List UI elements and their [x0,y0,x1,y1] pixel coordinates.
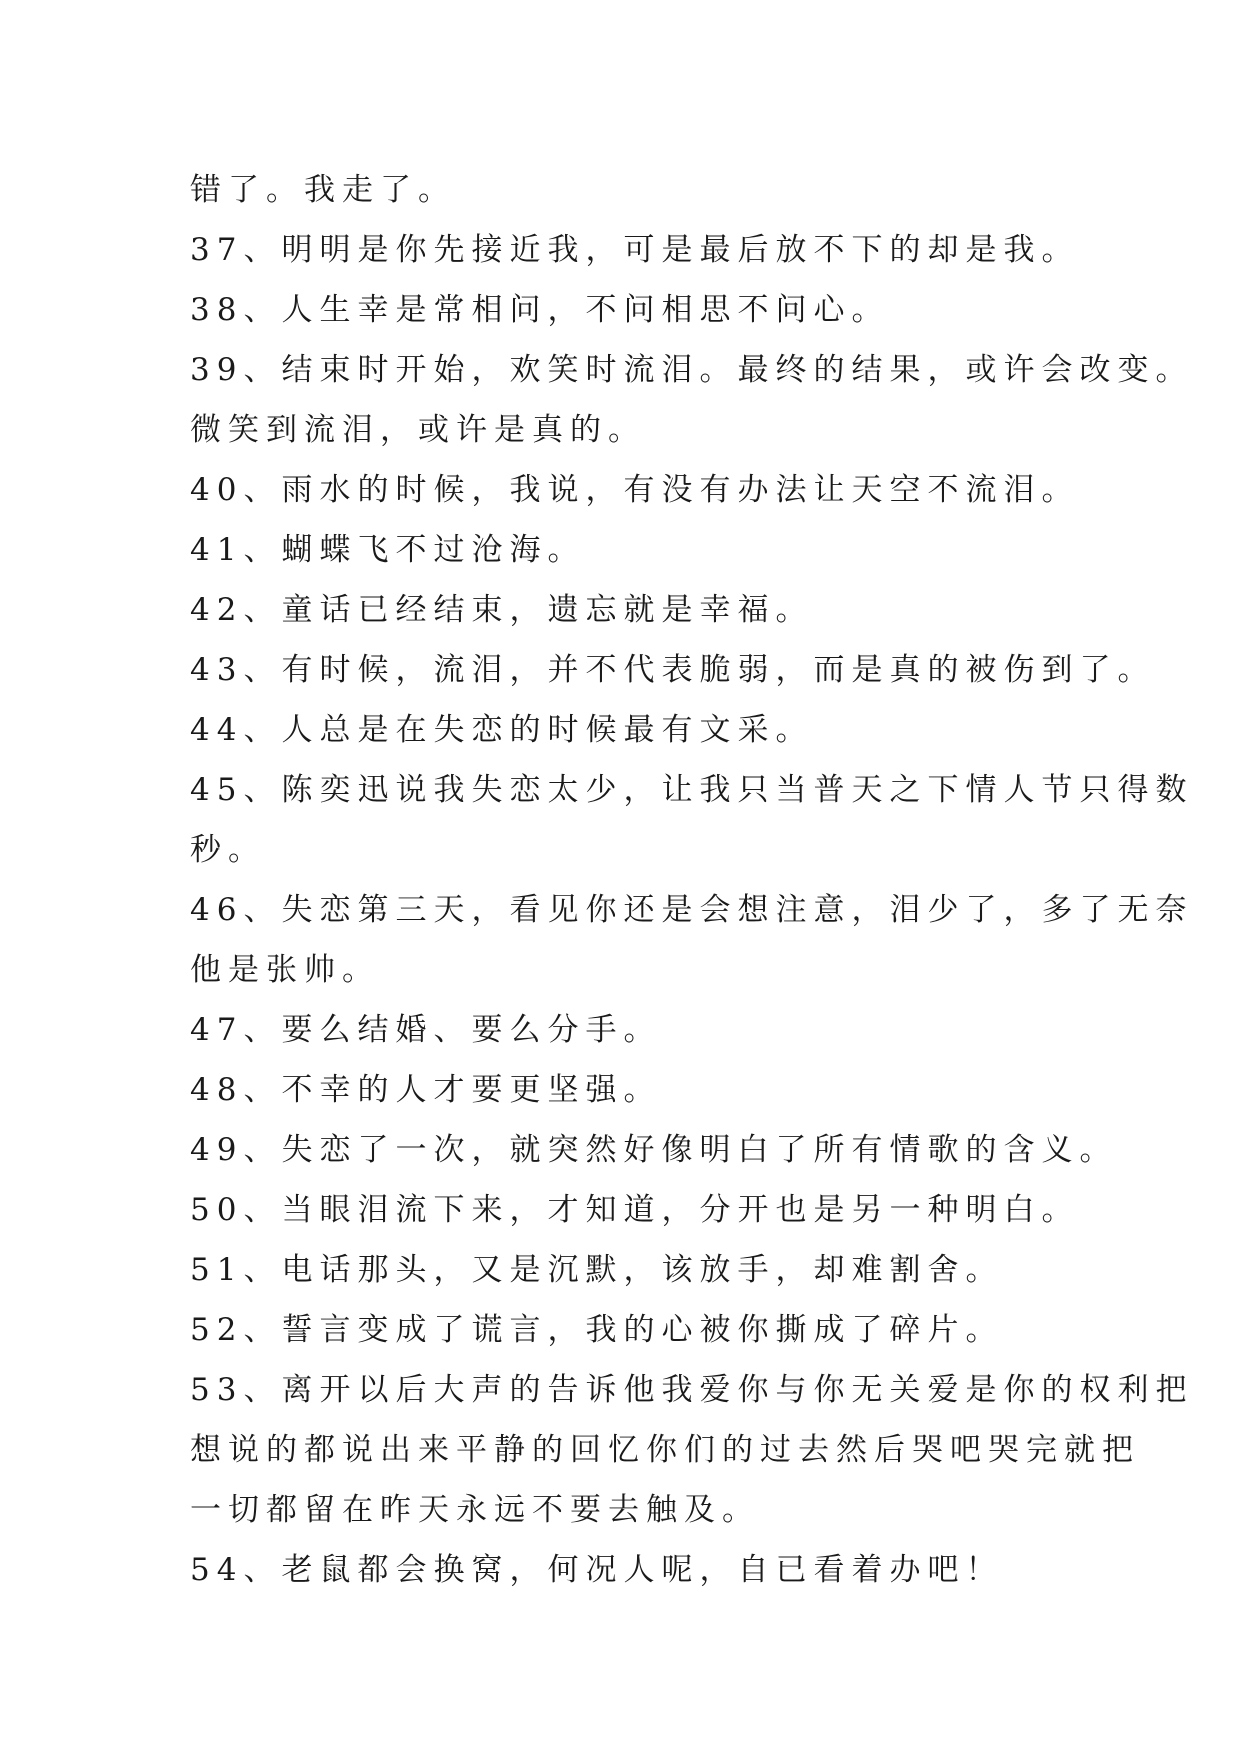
text-line: 43、有时候，流泪，并不代表脆弱，而是真的被伤到了。 [190,652,1156,688]
text-line: 46、失恋第三天，看见你还是会想注意，泪少了，多了无奈 [190,892,1194,928]
text-line: 47、要么结婚、要么分手。 [190,1012,662,1048]
text-line: 40、雨水的时候，我说，有没有办法让天空不流泪。 [190,472,1080,508]
text-line: 48、不幸的人才要更坚强。 [190,1072,662,1108]
text-line: 54、老鼠都会换窝，何况人呢，自已看着办吧！ [190,1552,1004,1588]
text-line: 他是张帅。 [190,952,380,988]
text-line: 微笑到流泪，或许是真的。 [190,412,646,448]
document-body [190,160,1194,1600]
text-line: 52、誓言变成了谎言，我的心被你撕成了碎片。 [190,1312,1004,1348]
text-line: 49、失恋了一次，就突然好像明白了所有情歌的含义。 [190,1132,1118,1168]
text-line: 42、童话已经结束，遗忘就是幸福。 [190,592,814,628]
text-line: 41、蝴蝶飞不过沧海。 [190,532,586,568]
text-line: 53、离开以后大声的告诉他我爱你与你无关爱是你的权利把 [190,1372,1194,1408]
text-line: 秒。 [190,832,266,868]
text-line: 44、人总是在失恋的时候最有文采。 [190,712,814,748]
text-line: 50、当眼泪流下来，才知道，分开也是另一种明白。 [190,1192,1080,1228]
text-line: 37、明明是你先接近我，可是最后放不下的却是我。 [190,232,1080,268]
text-line: 38、人生幸是常相问，不问相思不问心。 [190,292,890,328]
text-line: 39、结束时开始，欢笑时流泪。最终的结果，或许会改变。 [190,352,1194,388]
text-line: 错了。我走了。 [190,172,456,208]
text-line: 想说的都说出来平静的回忆你们的过去然后哭吧哭完就把 [190,1432,1140,1468]
text-line: 一切都留在昨天永远不要去触及。 [190,1492,760,1528]
text-line: 51、电话那头，又是沉默，该放手，却难割舍。 [190,1252,1004,1288]
text-line: 45、陈奕迅说我失恋太少，让我只当普天之下情人节只得数 [190,772,1194,808]
